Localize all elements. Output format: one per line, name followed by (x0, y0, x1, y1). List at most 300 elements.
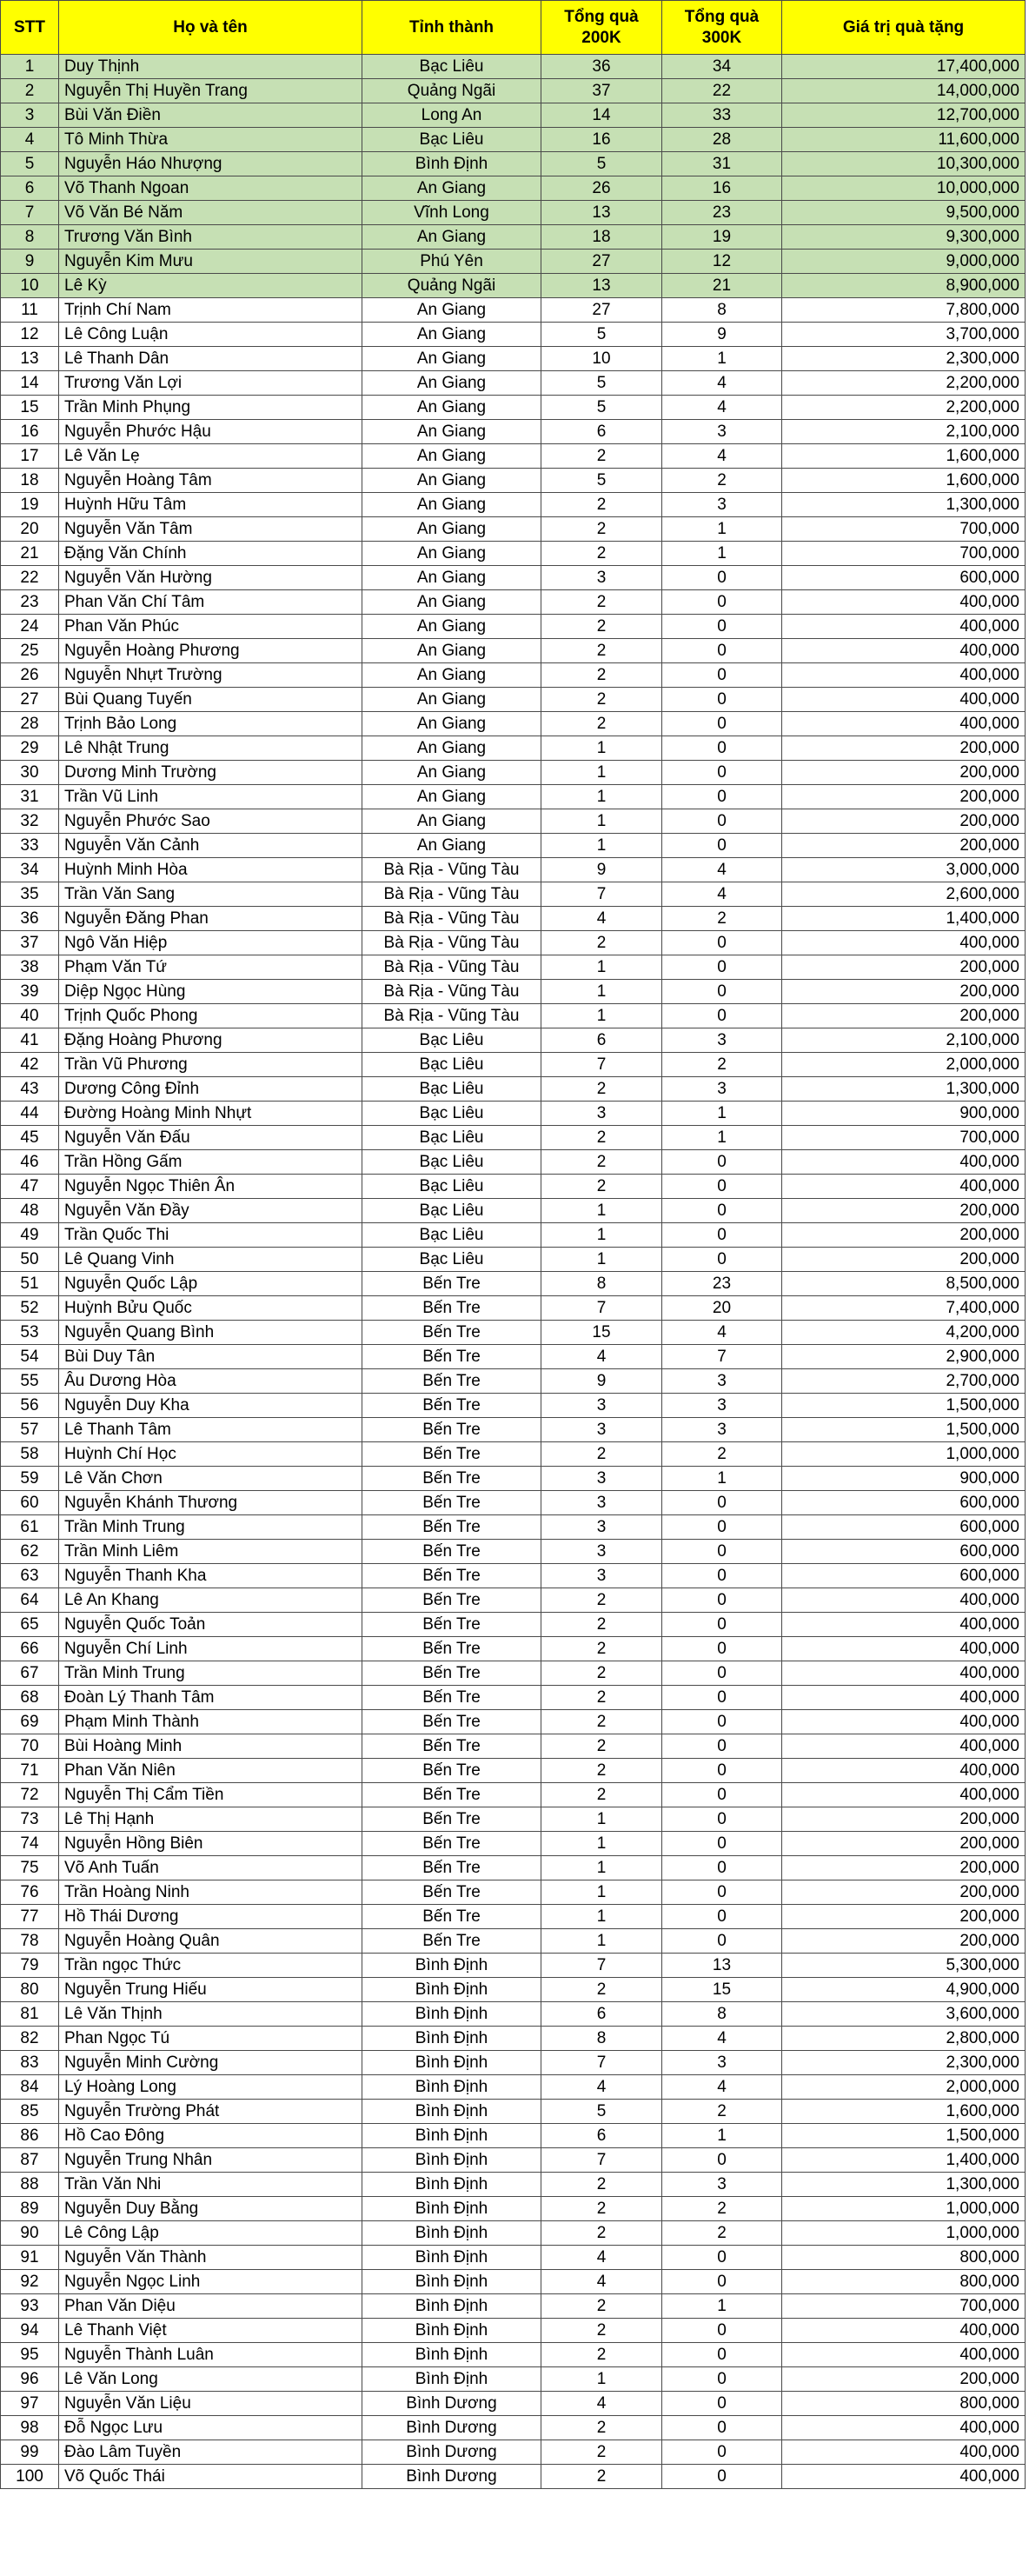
table-row (1, 274, 1026, 298)
row-stt: 29 (1, 736, 59, 761)
table-header (1, 1, 1026, 55)
row-stt: 68 (1, 1686, 59, 1710)
row-gift-value: 400,000 (782, 2416, 1026, 2440)
row-full-name: Dương Công Đỉnh (59, 1077, 362, 1102)
row-total-300k: 0 (662, 2440, 782, 2465)
row-full-name: Nguyễn Phước Hậu (59, 420, 362, 444)
row-total-200k: 2 (541, 712, 662, 736)
row-total-300k: 0 (662, 2392, 782, 2416)
row-total-300k: 3 (662, 1077, 782, 1102)
row-full-name: Nguyễn Quốc Toản (59, 1613, 362, 1637)
row-province: Bà Rịa - Vũng Tàu (362, 1004, 541, 1028)
row-stt: 80 (1, 1978, 59, 2002)
row-gift-value: 1,000,000 (782, 2221, 1026, 2246)
row-full-name: Trịnh Chí Nam (59, 298, 362, 323)
row-province: Bà Rịa - Vũng Tàu (362, 980, 541, 1004)
table-row (1, 517, 1026, 542)
row-stt: 13 (1, 347, 59, 371)
row-stt: 12 (1, 323, 59, 347)
row-full-name: Nguyễn Văn Hường (59, 566, 362, 590)
row-total-200k: 1 (541, 1004, 662, 1028)
row-province: Bến Tre (362, 1394, 541, 1418)
row-gift-value: 400,000 (782, 688, 1026, 712)
row-stt: 77 (1, 1905, 59, 1929)
row-stt: 7 (1, 201, 59, 225)
row-total-300k: 1 (662, 2294, 782, 2319)
row-total-200k: 2 (541, 542, 662, 566)
row-province: Bà Rịa - Vũng Tàu (362, 882, 541, 907)
row-stt: 62 (1, 1540, 59, 1564)
row-gift-value: 800,000 (782, 2392, 1026, 2416)
row-province: Bạc Liêu (362, 1102, 541, 1126)
row-province: An Giang (362, 469, 541, 493)
row-total-300k: 3 (662, 1028, 782, 1053)
row-total-300k: 2 (662, 1442, 782, 1467)
table-row (1, 1929, 1026, 1954)
row-gift-value: 700,000 (782, 517, 1026, 542)
row-total-200k: 2 (541, 1077, 662, 1102)
table-row (1, 566, 1026, 590)
row-stt: 2 (1, 79, 59, 103)
row-total-200k: 2 (541, 2221, 662, 2246)
row-total-300k: 12 (662, 250, 782, 274)
table-row (1, 1175, 1026, 1199)
row-province: Bến Tre (362, 1564, 541, 1588)
row-gift-value: 400,000 (782, 590, 1026, 615)
row-gift-value: 4,200,000 (782, 1321, 1026, 1345)
row-stt: 50 (1, 1248, 59, 1272)
row-total-300k: 0 (662, 566, 782, 590)
row-total-200k: 2 (541, 1442, 662, 1467)
row-full-name: Diệp Ngọc Hùng (59, 980, 362, 1004)
row-gift-value: 200,000 (782, 1807, 1026, 1832)
table-row (1, 371, 1026, 396)
row-province: An Giang (362, 639, 541, 663)
row-total-200k: 6 (541, 1028, 662, 1053)
row-stt: 41 (1, 1028, 59, 1053)
row-full-name: Lê Văn Long (59, 2367, 362, 2392)
table-row (1, 1783, 1026, 1807)
row-gift-value: 200,000 (782, 955, 1026, 980)
row-province: An Giang (362, 590, 541, 615)
table-row (1, 444, 1026, 469)
row-province: Bến Tre (362, 1929, 541, 1954)
row-stt: 49 (1, 1223, 59, 1248)
row-total-200k: 2 (541, 1588, 662, 1613)
row-full-name: Trần Hồng Gấm (59, 1150, 362, 1175)
row-gift-value: 2,800,000 (782, 2027, 1026, 2051)
row-total-200k: 1 (541, 761, 662, 785)
row-province: Bến Tre (362, 1588, 541, 1613)
row-full-name: Nguyễn Ngọc Thiên Ân (59, 1175, 362, 1199)
row-total-200k: 15 (541, 1321, 662, 1345)
row-total-200k: 4 (541, 2075, 662, 2100)
row-gift-value: 2,200,000 (782, 371, 1026, 396)
row-province: Bạc Liêu (362, 1199, 541, 1223)
row-gift-value: 1,500,000 (782, 2124, 1026, 2148)
row-gift-value: 8,500,000 (782, 1272, 1026, 1296)
row-stt: 43 (1, 1077, 59, 1102)
row-total-300k: 0 (662, 1150, 782, 1175)
table-row (1, 323, 1026, 347)
row-stt: 10 (1, 274, 59, 298)
row-total-300k: 2 (662, 2197, 782, 2221)
row-province: Bến Tre (362, 1734, 541, 1759)
row-province: Bến Tre (362, 1856, 541, 1880)
row-full-name: Nguyễn Hồng Biên (59, 1832, 362, 1856)
row-province: An Giang (362, 785, 541, 809)
row-total-300k: 0 (662, 1759, 782, 1783)
row-gift-value: 400,000 (782, 615, 1026, 639)
row-total-300k: 0 (662, 1004, 782, 1028)
row-full-name: Bùi Quang Tuyến (59, 688, 362, 712)
row-gift-value: 3,700,000 (782, 323, 1026, 347)
row-total-300k: 1 (662, 1126, 782, 1150)
row-stt: 70 (1, 1734, 59, 1759)
row-total-300k: 0 (662, 1588, 782, 1613)
row-total-300k: 3 (662, 2051, 782, 2075)
table-row (1, 128, 1026, 152)
table-row (1, 761, 1026, 785)
row-gift-value: 400,000 (782, 1175, 1026, 1199)
row-total-200k: 3 (541, 1515, 662, 1540)
row-gift-value: 400,000 (782, 1661, 1026, 1686)
row-gift-value: 2,900,000 (782, 1345, 1026, 1369)
row-full-name: Trần Vũ Linh (59, 785, 362, 809)
row-total-200k: 2 (541, 1150, 662, 1175)
row-province: Bình Dương (362, 2416, 541, 2440)
row-province: Bình Dương (362, 2392, 541, 2416)
row-province: Bến Tre (362, 1661, 541, 1686)
table-row (1, 736, 1026, 761)
row-full-name: Trần Minh Trung (59, 1661, 362, 1686)
row-total-200k: 5 (541, 371, 662, 396)
row-province: An Giang (362, 542, 541, 566)
row-province: Bình Định (362, 1954, 541, 1978)
table-row (1, 1905, 1026, 1929)
row-gift-value: 200,000 (782, 1223, 1026, 1248)
table-row (1, 1102, 1026, 1126)
row-stt: 15 (1, 396, 59, 420)
row-stt: 81 (1, 2002, 59, 2027)
row-gift-value: 2,000,000 (782, 2075, 1026, 2100)
row-gift-value: 400,000 (782, 931, 1026, 955)
row-total-300k: 2 (662, 469, 782, 493)
row-total-300k: 31 (662, 152, 782, 176)
row-total-300k: 1 (662, 2124, 782, 2148)
row-full-name: Nguyễn Văn Liệu (59, 2392, 362, 2416)
row-stt: 71 (1, 1759, 59, 1783)
row-total-300k: 16 (662, 176, 782, 201)
table-row (1, 2343, 1026, 2367)
row-full-name: Hồ Thái Dương (59, 1905, 362, 1929)
row-total-300k: 0 (662, 2270, 782, 2294)
table-row (1, 1759, 1026, 1783)
row-gift-value: 1,600,000 (782, 444, 1026, 469)
row-stt: 56 (1, 1394, 59, 1418)
table-row (1, 1004, 1026, 1028)
row-total-300k: 0 (662, 1661, 782, 1686)
row-full-name: Lê Công Luận (59, 323, 362, 347)
row-province: An Giang (362, 761, 541, 785)
row-total-200k: 3 (541, 1564, 662, 1588)
row-gift-value: 200,000 (782, 809, 1026, 834)
row-total-200k: 7 (541, 882, 662, 907)
row-total-300k: 0 (662, 785, 782, 809)
table-row (1, 1223, 1026, 1248)
row-total-300k: 0 (662, 761, 782, 785)
row-gift-value: 400,000 (782, 712, 1026, 736)
row-total-300k: 0 (662, 1734, 782, 1759)
row-full-name: Đỗ Ngọc Lưu (59, 2416, 362, 2440)
row-full-name: Nguyễn Thị Huyền Trang (59, 79, 362, 103)
row-total-200k: 4 (541, 2270, 662, 2294)
row-province: Bình Định (362, 2148, 541, 2173)
row-full-name: Âu Dương Hòa (59, 1369, 362, 1394)
row-full-name: Nguyễn Ngọc Linh (59, 2270, 362, 2294)
row-province: Quảng Ngãi (362, 79, 541, 103)
row-gift-value: 200,000 (782, 761, 1026, 785)
table-row (1, 590, 1026, 615)
row-full-name: Nguyễn Thành Luân (59, 2343, 362, 2367)
row-province: Bến Tre (362, 1467, 541, 1491)
row-stt: 65 (1, 1613, 59, 1637)
row-stt: 19 (1, 493, 59, 517)
table-row (1, 298, 1026, 323)
row-stt: 38 (1, 955, 59, 980)
table-row (1, 469, 1026, 493)
row-stt: 44 (1, 1102, 59, 1126)
row-stt: 76 (1, 1880, 59, 1905)
row-total-300k: 4 (662, 371, 782, 396)
row-total-300k: 4 (662, 2075, 782, 2100)
row-full-name: Lê Văn Lẹ (59, 444, 362, 469)
row-province: Bến Tre (362, 1491, 541, 1515)
row-full-name: Võ Thanh Ngoan (59, 176, 362, 201)
row-province: Bình Định (362, 2002, 541, 2027)
row-gift-value: 4,900,000 (782, 1978, 1026, 2002)
row-province: Bến Tre (362, 1905, 541, 1929)
header-province: Tỉnh thành (362, 1, 541, 55)
row-gift-value: 1,600,000 (782, 469, 1026, 493)
row-full-name: Nguyễn Văn Đấu (59, 1126, 362, 1150)
row-province: An Giang (362, 444, 541, 469)
table-row (1, 882, 1026, 907)
row-full-name: Huỳnh Hữu Tâm (59, 493, 362, 517)
row-gift-value: 2,300,000 (782, 347, 1026, 371)
row-full-name: Nguyễn Duy Bằng (59, 2197, 362, 2221)
row-total-300k: 1 (662, 347, 782, 371)
row-gift-value: 400,000 (782, 2465, 1026, 2489)
row-total-300k: 0 (662, 955, 782, 980)
table-row (1, 980, 1026, 1004)
row-stt: 98 (1, 2416, 59, 2440)
row-total-200k: 2 (541, 663, 662, 688)
row-full-name: Trần ngọc Thức (59, 1954, 362, 1978)
row-full-name: Nguyễn Chí Linh (59, 1637, 362, 1661)
row-total-300k: 0 (662, 1515, 782, 1540)
row-gift-value: 1,500,000 (782, 1394, 1026, 1418)
row-stt: 89 (1, 2197, 59, 2221)
row-stt: 25 (1, 639, 59, 663)
row-total-200k: 18 (541, 225, 662, 250)
table-row (1, 2440, 1026, 2465)
row-total-200k: 2 (541, 1734, 662, 1759)
table-row (1, 1077, 1026, 1102)
table-row (1, 1588, 1026, 1613)
row-full-name: Lê Quang Vinh (59, 1248, 362, 1272)
row-province: Bà Rịa - Vũng Tàu (362, 907, 541, 931)
row-total-200k: 5 (541, 2100, 662, 2124)
row-full-name: Nguyễn Đăng Phan (59, 907, 362, 931)
row-total-300k: 9 (662, 323, 782, 347)
row-stt: 39 (1, 980, 59, 1004)
row-total-200k: 1 (541, 736, 662, 761)
table-row (1, 103, 1026, 128)
row-gift-value: 900,000 (782, 1467, 1026, 1491)
table-row (1, 1028, 1026, 1053)
row-total-200k: 2 (541, 1783, 662, 1807)
row-total-200k: 27 (541, 298, 662, 323)
row-stt: 79 (1, 1954, 59, 1978)
row-full-name: Nguyễn Thị Cẩm Tiền (59, 1783, 362, 1807)
row-stt: 46 (1, 1150, 59, 1175)
row-total-200k: 3 (541, 1540, 662, 1564)
row-stt: 9 (1, 250, 59, 274)
row-gift-value: 200,000 (782, 1929, 1026, 1954)
row-total-300k: 0 (662, 2246, 782, 2270)
table-row (1, 1613, 1026, 1637)
row-full-name: Trần Vũ Phương (59, 1053, 362, 1077)
row-total-300k: 0 (662, 1905, 782, 1929)
row-full-name: Bùi Duy Tân (59, 1345, 362, 1369)
row-full-name: Lê Thị Hạnh (59, 1807, 362, 1832)
row-total-300k: 3 (662, 2173, 782, 2197)
row-gift-value: 600,000 (782, 1515, 1026, 1540)
row-gift-value: 200,000 (782, 1880, 1026, 1905)
row-stt: 30 (1, 761, 59, 785)
row-total-200k: 2 (541, 1175, 662, 1199)
row-stt: 47 (1, 1175, 59, 1199)
row-stt: 85 (1, 2100, 59, 2124)
row-stt: 60 (1, 1491, 59, 1515)
row-province: Bình Định (362, 2246, 541, 2270)
row-total-300k: 0 (662, 615, 782, 639)
table-row (1, 1564, 1026, 1588)
row-full-name: Võ Quốc Thái (59, 2465, 362, 2489)
table-row (1, 1418, 1026, 1442)
table-row (1, 663, 1026, 688)
row-gift-value: 5,300,000 (782, 1954, 1026, 1978)
row-province: An Giang (362, 323, 541, 347)
row-stt: 17 (1, 444, 59, 469)
row-stt: 86 (1, 2124, 59, 2148)
table-row (1, 688, 1026, 712)
table-row (1, 1734, 1026, 1759)
table-row (1, 858, 1026, 882)
row-gift-value: 1,300,000 (782, 1077, 1026, 1102)
row-gift-value: 2,600,000 (782, 882, 1026, 907)
row-stt: 95 (1, 2343, 59, 2367)
row-total-200k: 1 (541, 1807, 662, 1832)
row-province: Bến Tre (362, 1296, 541, 1321)
row-full-name: Nguyễn Văn Tâm (59, 517, 362, 542)
row-total-200k: 2 (541, 2416, 662, 2440)
row-stt: 91 (1, 2246, 59, 2270)
row-total-200k: 36 (541, 55, 662, 79)
row-gift-value: 3,000,000 (782, 858, 1026, 882)
row-province: An Giang (362, 396, 541, 420)
row-total-300k: 23 (662, 201, 782, 225)
row-full-name: Lê Thanh Dân (59, 347, 362, 371)
row-gift-value: 9,500,000 (782, 201, 1026, 225)
row-province: Bình Dương (362, 2440, 541, 2465)
row-gift-value: 700,000 (782, 2294, 1026, 2319)
row-total-300k: 0 (662, 1880, 782, 1905)
row-total-300k: 0 (662, 712, 782, 736)
row-total-300k: 21 (662, 274, 782, 298)
table-row (1, 1880, 1026, 1905)
row-total-200k: 4 (541, 2392, 662, 2416)
table-row (1, 1686, 1026, 1710)
row-province: An Giang (362, 493, 541, 517)
row-province: Bình Định (362, 2221, 541, 2246)
row-stt: 92 (1, 2270, 59, 2294)
row-full-name: Lý Hoàng Long (59, 2075, 362, 2100)
row-total-300k: 0 (662, 663, 782, 688)
row-stt: 1 (1, 55, 59, 79)
row-province: An Giang (362, 712, 541, 736)
row-total-200k: 5 (541, 152, 662, 176)
row-total-300k: 0 (662, 1175, 782, 1199)
row-gift-value: 8,900,000 (782, 274, 1026, 298)
row-province: Bến Tre (362, 1807, 541, 1832)
row-gift-value: 10,300,000 (782, 152, 1026, 176)
row-total-200k: 13 (541, 201, 662, 225)
row-province: An Giang (362, 371, 541, 396)
row-total-300k: 0 (662, 1540, 782, 1564)
row-total-300k: 2 (662, 2100, 782, 2124)
row-full-name: Trương Văn Lợi (59, 371, 362, 396)
row-full-name: Trịnh Quốc Phong (59, 1004, 362, 1028)
row-stt: 66 (1, 1637, 59, 1661)
row-total-200k: 3 (541, 1394, 662, 1418)
table-row (1, 2270, 1026, 2294)
row-province: Bạc Liêu (362, 1053, 541, 1077)
row-gift-value: 11,600,000 (782, 128, 1026, 152)
row-total-300k: 8 (662, 2002, 782, 2027)
row-province: Bến Tre (362, 1710, 541, 1734)
row-total-200k: 14 (541, 103, 662, 128)
table-row (1, 2319, 1026, 2343)
row-total-300k: 0 (662, 1783, 782, 1807)
row-total-300k: 1 (662, 542, 782, 566)
row-gift-value: 200,000 (782, 736, 1026, 761)
row-stt: 5 (1, 152, 59, 176)
row-total-300k: 15 (662, 1978, 782, 2002)
row-province: Bến Tre (362, 1345, 541, 1369)
table-row (1, 1637, 1026, 1661)
row-stt: 75 (1, 1856, 59, 1880)
row-stt: 6 (1, 176, 59, 201)
table-row (1, 955, 1026, 980)
row-full-name: Nguyễn Quốc Lập (59, 1272, 362, 1296)
row-total-300k: 3 (662, 1418, 782, 1442)
row-stt: 93 (1, 2294, 59, 2319)
table-row (1, 2124, 1026, 2148)
row-full-name: Trần Minh Trung (59, 1515, 362, 1540)
row-full-name: Huỳnh Minh Hòa (59, 858, 362, 882)
